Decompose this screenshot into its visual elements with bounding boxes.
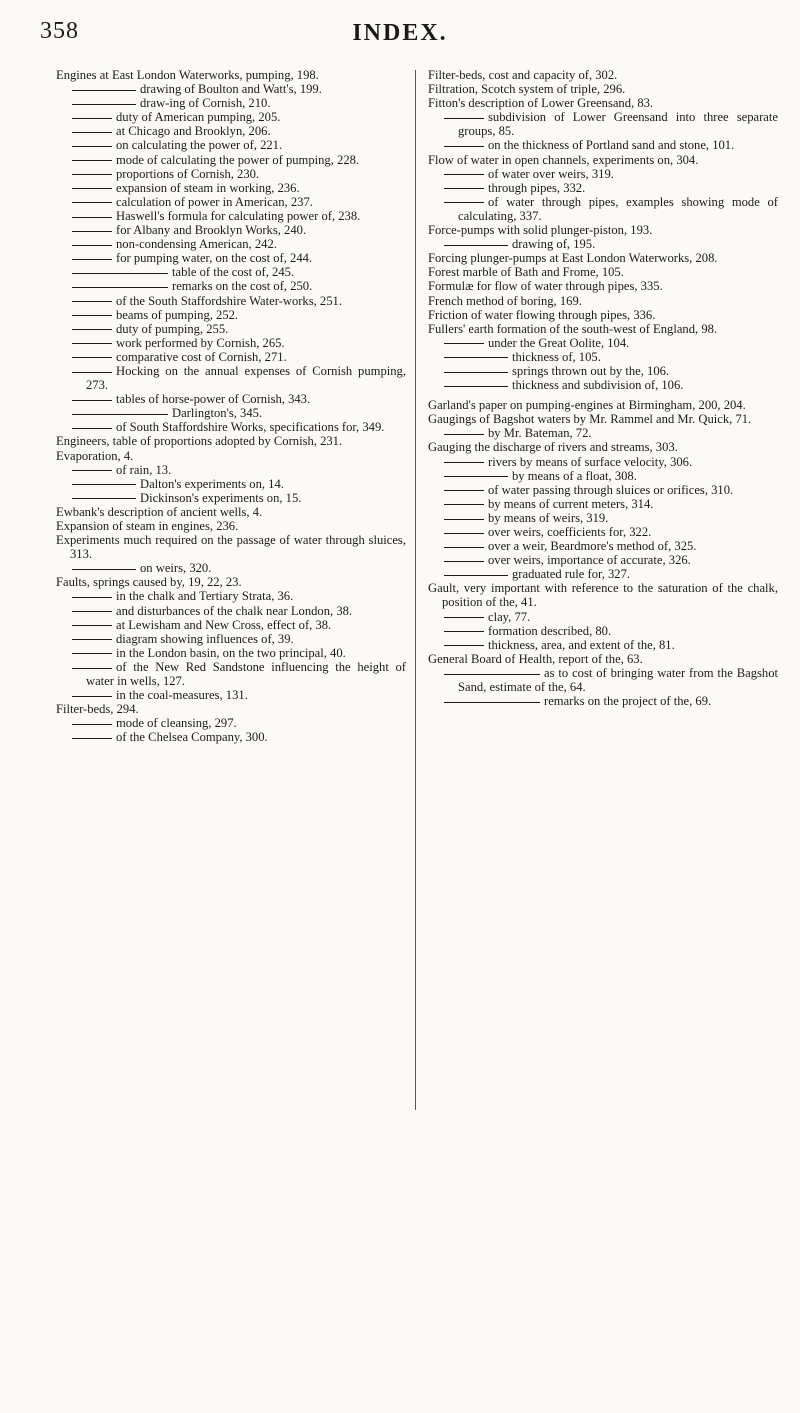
ditto-rule <box>72 400 112 401</box>
entry-text: at Chicago and Brooklyn, 206. <box>116 124 271 139</box>
entry-text: graduated rule for, 327. <box>512 567 631 582</box>
entry-text: under the Great Oolite, 104. <box>488 335 630 350</box>
ditto-rule <box>72 639 112 640</box>
entry-text: expansion of steam in working, 236. <box>116 180 300 195</box>
index-subentry <box>56 322 406 336</box>
index-subentry <box>56 688 406 702</box>
index-subentry <box>56 124 406 138</box>
entry-text: springs thrown out by the, 106. <box>512 363 670 378</box>
ditto-rule <box>72 484 136 485</box>
entry-text: table of the cost of, 245. <box>172 265 295 280</box>
ditto-rule <box>72 668 112 669</box>
entry-text: Ewbank's description of ancient wells, 4. <box>56 504 263 519</box>
entry-text: duty of pumping, 255. <box>116 321 229 336</box>
entry-text: of the Chelsea Company, 300. <box>116 730 268 745</box>
entry-text: in the London basin, on the two principal, 40. <box>116 645 346 660</box>
page-number: 358 <box>40 18 79 44</box>
entry-text: calculation of power in American, 237. <box>116 194 313 209</box>
index-column-right <box>428 68 778 708</box>
entry-text: Filtration, Scotch system of triple, 296. <box>428 82 626 97</box>
ditto-rule <box>444 372 508 373</box>
index-subentry <box>56 660 406 688</box>
index-entry <box>56 505 406 519</box>
entry-text: of water over weirs, 319. <box>488 166 614 181</box>
index-subentry <box>428 336 778 350</box>
index-subentry <box>56 618 406 632</box>
index-column-left <box>56 68 406 745</box>
entry-text: on the thickness of Portland sand and stone, 101. <box>488 138 735 153</box>
index-entry <box>56 434 406 448</box>
ditto-rule <box>72 343 112 344</box>
index-subentry <box>428 497 778 511</box>
index-entry <box>428 223 778 237</box>
entry-text: and disturbances of the chalk near London, 38. <box>116 603 353 618</box>
index-entry <box>428 398 778 412</box>
ditto-rule <box>72 188 112 189</box>
ditto-rule <box>72 569 136 570</box>
entry-text: through pipes, 332. <box>488 180 586 195</box>
index-subentry <box>428 350 778 364</box>
entry-text: by means of weirs, 319. <box>488 510 609 525</box>
index-entry <box>56 533 406 561</box>
ditto-rule <box>444 490 484 491</box>
entry-text: rivers by means of surface velocity, 306. <box>488 454 693 469</box>
index-entry <box>428 308 778 322</box>
ditto-rule <box>444 575 508 576</box>
index-entry <box>428 82 778 96</box>
index-subentry <box>428 426 778 440</box>
entry-text: General Board of Health, report of the, 63. <box>428 651 643 666</box>
entry-text: of the South Staffordshire Water-works, 251. <box>116 293 342 308</box>
entry-text: of rain, 13. <box>116 462 172 477</box>
index-subentry <box>428 469 778 483</box>
index-subentry <box>428 378 778 392</box>
index-subentry <box>56 646 406 660</box>
index-entry <box>428 153 778 167</box>
entry-text: as to cost of bringing water from the Bagshot Sand, estimate of the, 64. <box>458 665 778 695</box>
index-entry <box>56 575 406 589</box>
index-subentry <box>428 138 778 152</box>
index-subentry <box>56 477 406 491</box>
ditto-rule <box>444 674 540 675</box>
index-entry <box>428 68 778 82</box>
ditto-rule <box>444 343 484 344</box>
index-subentry <box>428 195 778 223</box>
index-subentry <box>56 420 406 434</box>
index-entry <box>428 96 778 110</box>
ditto-rule <box>444 118 484 119</box>
entry-text: Darlington's, 345. <box>172 406 263 421</box>
ditto-rule <box>444 561 484 562</box>
index-subentry <box>56 632 406 646</box>
ditto-rule <box>72 315 112 316</box>
entry-text: for pumping water, on the cost of, 244. <box>116 251 313 266</box>
ditto-rule <box>444 631 484 632</box>
entry-text: on weirs, 320. <box>140 561 212 576</box>
index-subentry <box>56 463 406 477</box>
entry-text: mode of calculating the power of pumping, 228. <box>116 152 360 167</box>
ditto-rule <box>444 357 508 358</box>
index-subentry <box>56 195 406 209</box>
ditto-rule <box>72 160 112 161</box>
ditto-rule <box>444 462 484 463</box>
ditto-rule <box>444 188 484 189</box>
index-entry <box>428 294 778 308</box>
index-subentry <box>428 237 778 251</box>
entry-text: Dickinson's experiments on, 15. <box>140 490 302 505</box>
entry-text: Experiments much required on the passage of water through sluices, 313. <box>56 533 406 562</box>
index-subentry <box>56 589 406 603</box>
ditto-rule <box>72 414 168 415</box>
entry-text: for Albany and Brooklyn Works, 240. <box>116 223 307 238</box>
index-subentry <box>56 237 406 251</box>
index-subentry <box>428 638 778 652</box>
entry-text: diagram showing influences of, 39. <box>116 631 294 646</box>
entry-text: Engines at East London Waterworks, pumping, 198. <box>56 68 319 82</box>
ditto-rule <box>444 504 484 505</box>
entry-text: drawing of, 195. <box>512 237 596 252</box>
entry-text: of South Staffordshire Works, specifications for, 349. <box>116 420 385 435</box>
ditto-rule <box>72 597 112 598</box>
index-subentry <box>56 730 406 744</box>
entry-text: over weirs, importance of accurate, 326. <box>488 553 691 568</box>
index-subentry <box>428 567 778 581</box>
entry-text: Garland's paper on pumping-engines at Birmingham, 200, 204. <box>428 398 746 413</box>
index-subentry <box>428 167 778 181</box>
ditto-rule <box>72 132 112 133</box>
index-subentry <box>428 483 778 497</box>
entry-text: non-condensing American, 242. <box>116 237 277 252</box>
index-subentry <box>428 539 778 553</box>
entry-text: Expansion of steam in engines, 236. <box>56 519 239 533</box>
index-subentry <box>56 294 406 308</box>
ditto-rule <box>72 738 112 739</box>
index-subentry <box>428 666 778 694</box>
index-subentry <box>56 110 406 124</box>
entry-text: over weirs, coefficients for, 322. <box>488 525 652 539</box>
index-subentry <box>56 491 406 505</box>
index-subentry <box>56 604 406 618</box>
index-subentry <box>56 561 406 575</box>
index-entry <box>56 519 406 533</box>
entry-text: on calculating the power of, 221. <box>116 138 283 153</box>
entry-text: Haswell's formula for calculating power of, 238. <box>116 208 361 223</box>
ditto-rule <box>72 231 112 232</box>
index-subentry <box>428 181 778 195</box>
entry-text: thickness and subdivision of, 106. <box>512 378 684 393</box>
entry-text: Forest marble of Bath and Frome, 105. <box>428 265 624 280</box>
ditto-rule <box>72 259 112 260</box>
entry-text: proportions of Cornish, 230. <box>116 166 260 181</box>
index-subentry <box>56 336 406 350</box>
ditto-rule <box>444 202 484 203</box>
entry-text: Filter-beds, 294. <box>56 702 139 717</box>
ditto-rule <box>72 724 112 725</box>
entry-text: over a weir, Beardmore's method of, 325. <box>488 539 697 554</box>
ditto-rule <box>444 702 540 703</box>
index-entry <box>428 412 778 426</box>
entry-text: Evaporation, 4. <box>56 448 134 463</box>
entry-text: of water through pipes, examples showing mode of calculating, 337. <box>458 194 778 223</box>
index-subentry <box>428 525 778 539</box>
ditto-rule <box>444 547 484 548</box>
entry-text: thickness of, 105. <box>512 349 601 364</box>
entry-text: Gault, very important with reference to the saturation of the chalk, position of the, 41. <box>428 581 778 610</box>
entry-text: of water passing through sluices or orifices, 310. <box>488 482 734 497</box>
index-entry <box>428 265 778 279</box>
index-subentry <box>428 110 778 138</box>
index-entry <box>428 581 778 609</box>
index-subentry <box>56 265 406 279</box>
index-subentry <box>56 364 406 392</box>
index-subentry <box>56 350 406 364</box>
ditto-rule <box>444 386 508 387</box>
entry-text: Friction of water flowing through pipes, 336. <box>428 307 656 322</box>
ditto-rule <box>72 104 136 105</box>
ditto-rule <box>72 372 112 373</box>
entry-text: Engineers, table of proportions adopted by Cornish, 231. <box>56 434 343 449</box>
index-subentry <box>56 251 406 265</box>
index-entry <box>428 440 778 454</box>
entry-text: in the coal-measures, 131. <box>116 688 248 703</box>
entry-text: thickness, area, and extent of the, 81. <box>488 637 675 652</box>
ditto-rule <box>72 146 112 147</box>
ditto-rule <box>444 645 484 646</box>
index-subentry <box>56 406 406 420</box>
ditto-rule <box>72 174 112 175</box>
entry-text: subdivision of Lower Greensand into three separate groups, 85. <box>458 110 778 139</box>
running-head: INDEX. <box>352 20 448 46</box>
entry-text: comparative cost of Cornish, 271. <box>116 349 287 364</box>
index-subentry <box>428 610 778 624</box>
ditto-rule <box>72 428 112 429</box>
entry-text: French method of boring, 169. <box>428 293 582 308</box>
ditto-rule <box>444 146 484 147</box>
entry-text: beams of pumping, 252. <box>116 307 239 322</box>
entry-text: in the chalk and Tertiary Strata, 36. <box>116 589 294 604</box>
entry-text: work performed by Cornish, 265. <box>116 335 285 350</box>
entry-text: Hocking on the annual expenses of Cornish pumping, 273. <box>86 363 406 393</box>
ditto-rule <box>444 245 508 246</box>
entry-text: by means of a float, 308. <box>512 468 637 483</box>
ditto-rule <box>72 273 168 274</box>
index-entry <box>56 702 406 716</box>
index-subentry <box>56 209 406 223</box>
index-subentry <box>428 511 778 525</box>
index-subentry <box>56 167 406 181</box>
ditto-rule <box>444 533 484 534</box>
entry-text: remarks on the cost of, 250. <box>172 279 313 294</box>
index-entry <box>428 652 778 666</box>
ditto-rule <box>72 287 168 288</box>
entry-text: at Lewisham and New Cross, effect of, 38. <box>116 617 332 632</box>
index-subentry <box>428 694 778 708</box>
index-entry <box>428 279 778 293</box>
index-subentry <box>428 624 778 638</box>
entry-text: draw-ing of Cornish, 210. <box>140 96 271 111</box>
index-subentry <box>428 455 778 469</box>
entry-text: Flow of water in open channels, experiments on, 304. <box>428 152 699 167</box>
column-rule <box>415 70 416 1110</box>
index-subentry <box>56 279 406 293</box>
ditto-rule <box>444 617 484 618</box>
entry-text: Gauging the discharge of rivers and streams, 303. <box>428 440 678 455</box>
ditto-rule <box>72 245 112 246</box>
index-subentry <box>428 553 778 567</box>
index-subentry <box>56 392 406 406</box>
ditto-rule <box>72 202 112 203</box>
ditto-rule <box>444 434 484 435</box>
entry-text: Filter-beds, cost and capacity of, 302. <box>428 68 618 82</box>
entry-text: of the New Red Sandstone influencing the height of water in wells, 127. <box>86 659 406 689</box>
index-entry <box>428 251 778 265</box>
entry-text: clay, 77. <box>488 609 531 624</box>
index-subentry <box>56 153 406 167</box>
index-subentry <box>56 82 406 96</box>
ditto-rule <box>72 470 112 471</box>
ditto-rule <box>72 498 136 499</box>
ditto-rule <box>72 301 112 302</box>
index-entry <box>428 322 778 336</box>
ditto-rule <box>72 625 112 626</box>
entry-text: Faults, springs caused by, 19, 22, 23. <box>56 575 242 590</box>
index-subentry <box>56 96 406 110</box>
ditto-rule <box>72 611 112 612</box>
entry-text: by means of current meters, 314. <box>488 496 654 511</box>
entry-text: remarks on the project of the, 69. <box>544 694 712 709</box>
ditto-rule <box>72 653 112 654</box>
ditto-rule <box>444 174 484 175</box>
entry-text: formation described, 80. <box>488 623 612 638</box>
ditto-rule <box>72 696 112 697</box>
index-subentry <box>428 364 778 378</box>
index-entry <box>56 449 406 463</box>
entry-text: tables of horse-power of Cornish, 343. <box>116 392 311 407</box>
entry-text: drawing of Boulton and Watt's, 199. <box>140 82 322 97</box>
index-subentry <box>56 223 406 237</box>
ditto-rule <box>444 519 484 520</box>
entry-text: duty of American pumping, 205. <box>116 110 281 125</box>
entry-text: by Mr. Bateman, 72. <box>488 426 592 441</box>
entry-text: Gaugings of Bagshot waters by Mr. Rammel and Mr. Quick, 71. <box>428 412 752 427</box>
entry-text: Fullers' earth formation of the south-west of England, 98. <box>428 321 718 336</box>
ditto-rule <box>444 476 508 477</box>
entry-text: Forcing plunger-pumps at East London Waterworks, 208. <box>428 251 718 266</box>
entry-text: Force-pumps with solid plunger-piston, 193. <box>428 223 653 238</box>
index-entry <box>56 68 406 82</box>
index-subentry <box>56 138 406 152</box>
index-subentry <box>56 716 406 730</box>
index-subentry <box>56 308 406 322</box>
ditto-rule <box>72 329 112 330</box>
entry-text: Fitton's description of Lower Greensand, 83. <box>428 96 654 111</box>
ditto-rule <box>72 118 112 119</box>
entry-text: Dalton's experiments on, 14. <box>140 476 284 491</box>
ditto-rule <box>72 217 112 218</box>
entry-text: Formulæ for flow of water through pipes, 335. <box>428 279 663 294</box>
ditto-rule <box>72 90 136 91</box>
ditto-rule <box>72 357 112 358</box>
index-subentry <box>56 181 406 195</box>
entry-text: mode of cleansing, 297. <box>116 716 237 731</box>
